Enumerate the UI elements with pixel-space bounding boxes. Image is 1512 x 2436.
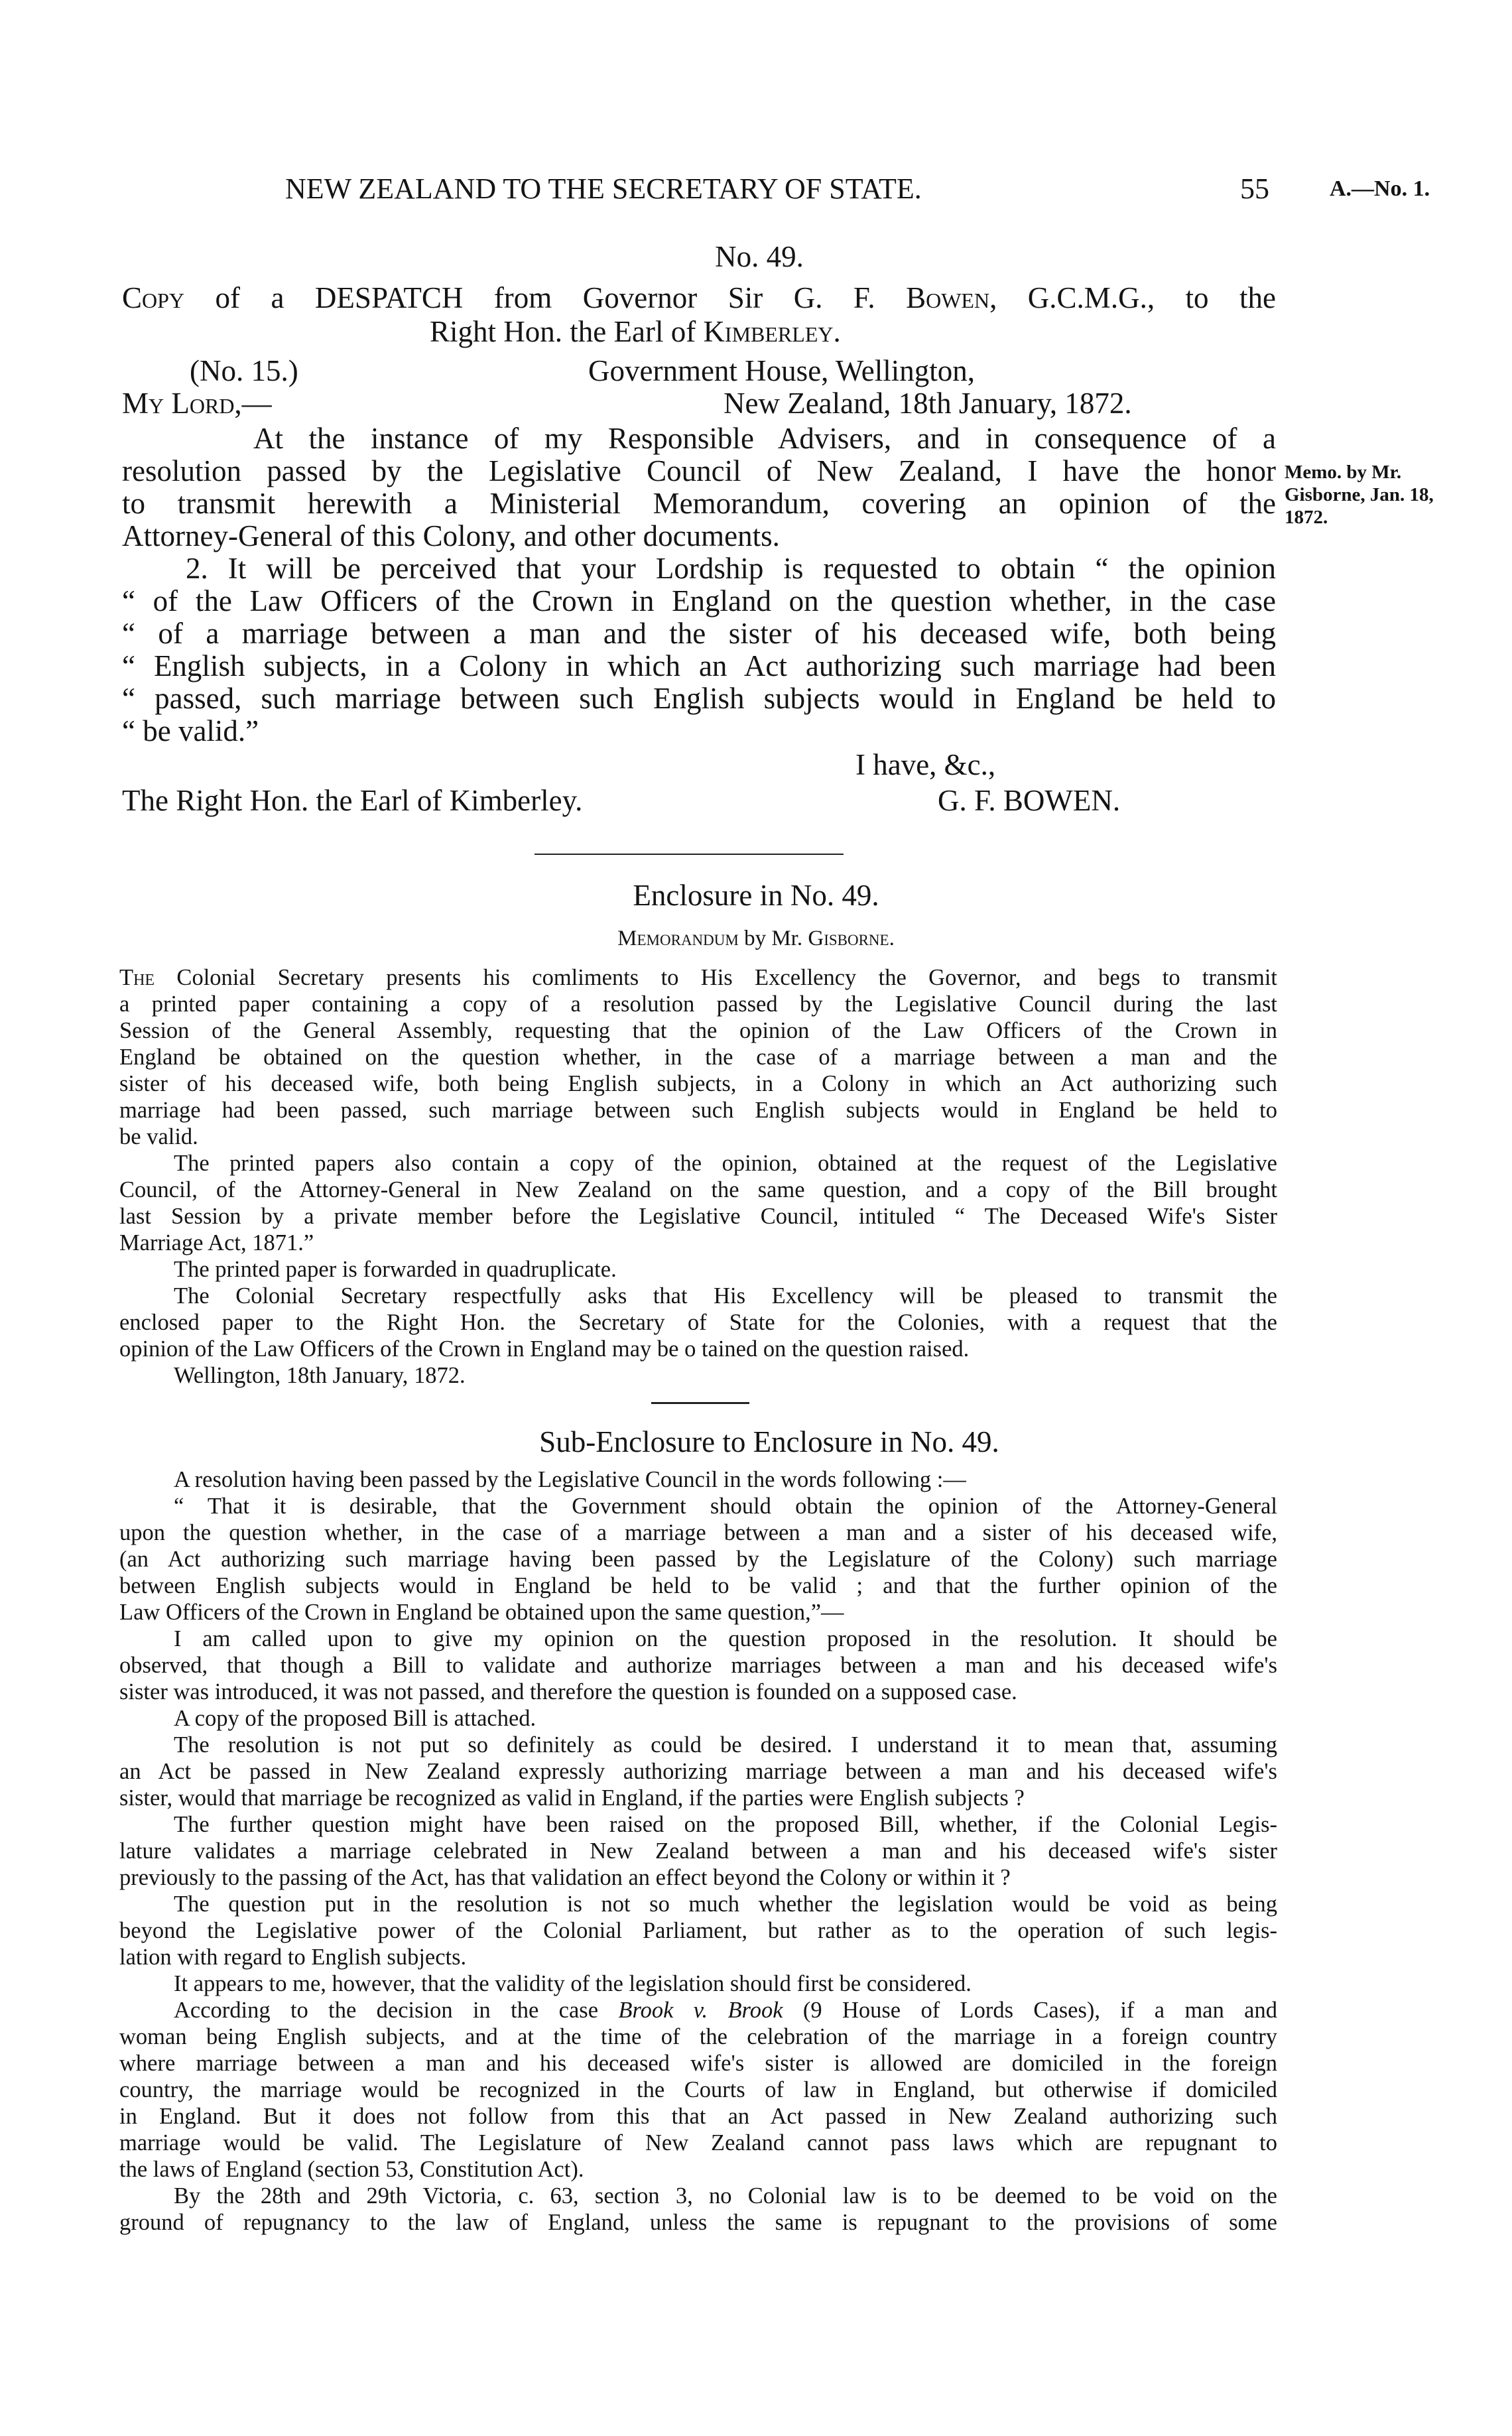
- memo-lead-word: The: [119, 965, 155, 990]
- text-line: opinion of the Law Officers of the Crown in England may be o tained on the question raised.: [119, 1336, 970, 1362]
- document-reference: A.—No. 1.: [1330, 176, 1430, 201]
- text-line: The resolution is not put so definitely as could be desired. I understand it to mean that, assuming: [174, 1732, 1277, 1758]
- despatch-title-line2: [430, 315, 841, 348]
- memo-paragraphs: [119, 1150, 1277, 1389]
- final-paragraph: [119, 2183, 1277, 2236]
- despatch-title-line1: [122, 281, 1276, 314]
- brook-before: According to the decision in the case: [174, 1998, 619, 2023]
- brook-first-line: [119, 1997, 1277, 2023]
- despatch-ref-number: (No. 15.): [190, 354, 298, 387]
- title-kimberley: Kimberley: [703, 315, 834, 348]
- paragraph: [122, 552, 1276, 747]
- text-line: Wellington, 18th January, 1872.: [174, 1363, 466, 1388]
- enclosure-title-row: [0, 879, 1512, 912]
- text-line: observed, that though a Bill to validate and authorize marriages between a man and his deceased wife's: [119, 1653, 1277, 1678]
- text-line: The question put in the resolution is not so much whether the legislation would be void as being: [174, 1891, 1277, 1917]
- address-line1: Government House, Wellington,: [588, 354, 975, 387]
- paragraph: [119, 1626, 1277, 1705]
- text-line: last Session by a private member before the Legislative Council, intituled “ The Deceased Wife's Sister: [119, 1204, 1277, 1229]
- paragraph: [119, 1970, 1277, 1997]
- text-line: Council, of the Attorney-General in New Zealand on the same question, and a copy of the Bill brought: [119, 1177, 1277, 1202]
- paragraph: [119, 1150, 1277, 1256]
- title-end: , G.C.M.G., to the: [989, 281, 1277, 314]
- text-line: “ English subjects, in a Colony in which an Act authorizing such marriage had been: [122, 649, 1276, 682]
- text-line: where marriage between a man and his deceased wife's sister is allowed are domiciled in the foreign: [119, 2051, 1277, 2076]
- salutation-dash: ,—: [234, 387, 272, 420]
- margin-note-line: 1872.: [1285, 507, 1328, 528]
- text-line: A copy of the proposed Bill is attached.: [174, 1706, 536, 1731]
- memo-first-rest: Colonial Secretary presents his comliments to His Excellency the Governor, and begs to transmit: [155, 965, 1277, 990]
- text-line: Session of the General Assembly, requesting that the opinion of the Law Officers of the Crown in: [119, 1018, 1277, 1043]
- text-line: be valid.: [119, 1124, 198, 1149]
- text-line: “ of the Law Officers of the Crown in England on the question whether, in the case: [122, 584, 1276, 617]
- text-line: sister of his deceased wife, both being English subjects, in a Colony in which an Act authorizing such: [119, 1071, 1277, 1096]
- text-line: between English subjects would in England be held to be valid ; and that the further opinion of the: [119, 1573, 1277, 1598]
- text-line: beyond the Legislative power of the Colonial Parliament, but rather as to the operation of such legis-: [119, 1918, 1277, 1943]
- brook-paragraph-rest: [119, 2023, 1277, 2183]
- margin-note-line: Memo. by Mr.: [1285, 462, 1402, 483]
- text-line: to transmit herewith a Ministerial Memorandum, covering an opinion of the: [122, 487, 1276, 520]
- text-line: sister, would that marriage be recognized as valid in England, if the parties were English subjects ?: [119, 1785, 1025, 1811]
- brook-after: (9 House of Lords Cases), if a man and: [783, 1998, 1277, 2023]
- paragraph: [119, 1891, 1277, 1970]
- text-line: woman being English subjects, and at the time of the celebration of the marriage in a foreign country: [119, 2024, 1277, 2049]
- salutation-text: My Lord: [122, 387, 235, 420]
- text-line: The printed paper is forwarded in quadruplicate.: [174, 1257, 617, 1282]
- text-line: It appears to me, however, that the validity of the legislation should first be considered.: [174, 1971, 972, 1996]
- divider-rule: [535, 854, 844, 855]
- text-line: I am called upon to give my opinion on the question proposed in the resolution. It should be: [174, 1626, 1277, 1651]
- memo-word: Memorandum: [617, 927, 739, 950]
- text-line: in England. But it does not follow from this that an Act passed in New Zealand authorizing such: [119, 2104, 1277, 2129]
- text-line: lature validates a marriage celebrated in New Zealand between a man and his deceased wife's sister: [119, 1838, 1277, 1864]
- text-line: marriage would be valid. The Legislature of New Zealand cannot pass laws which are repugnant to: [119, 2130, 1277, 2155]
- memo-end: .: [889, 927, 895, 950]
- paragraph: [119, 1256, 1277, 1283]
- text-line: a printed paper containing a copy of a resolution passed by the Legislative Council during the last: [119, 992, 1277, 1017]
- text-line: “ be valid.”: [122, 714, 259, 747]
- salutation: [122, 387, 272, 420]
- text-line: By the 28th and 29th Victoria, c. 63, section 3, no Colonial law is to be deemed to be void on the: [174, 2183, 1277, 2209]
- closing: I have, &c.,: [855, 748, 996, 781]
- sub-paragraphs: [119, 1466, 1277, 1997]
- memo-author: Gisborne: [808, 927, 889, 950]
- address-line2: New Zealand, 18th January, 1872.: [724, 387, 1132, 420]
- paragraph: [119, 1283, 1277, 1362]
- enclosure-title: Enclosure in No. 49.: [633, 879, 879, 912]
- memo-heading: [0, 926, 1512, 951]
- title-line2-end: .: [833, 315, 841, 348]
- sub-enclosure-title: Sub-Enclosure to Enclosure in No. 49.: [539, 1425, 999, 1458]
- despatch-body: [122, 422, 1276, 747]
- text-line: (an Act authorizing such marriage having been passed by the Legislature of the Colony) such marriage: [119, 1547, 1277, 1572]
- memo-by: by Mr.: [738, 927, 808, 950]
- text-line: At the instance of my Responsible Advisers, and in consequence of a: [253, 422, 1276, 455]
- memo-first-line: [119, 964, 1277, 991]
- paragraph: [119, 1705, 1277, 1732]
- text-line: A resolution having been passed by the Legislative Council in the words following :—: [174, 1467, 966, 1492]
- title-copy: Copy: [122, 281, 185, 314]
- text-line: marriage had been passed, such marriage between such English subjects would in England be held to: [119, 1098, 1277, 1123]
- margin-note: [1285, 461, 1434, 529]
- signature: G. F. BOWEN.: [938, 784, 1121, 817]
- text-line: an Act be passed in New Zealand expressly authorizing marriage between a man and his deceased wife's: [119, 1759, 1277, 1784]
- text-line: the laws of England (section 53, Constitution Act).: [119, 2157, 584, 2182]
- title-line2-start: Right Hon. the Earl of: [430, 315, 704, 348]
- despatch-number: No. 49.: [715, 240, 804, 273]
- paragraph: [119, 1466, 1277, 1493]
- paragraph: [119, 1362, 1277, 1389]
- text-line: upon the question whether, in the case of a marriage between a man and a sister of his deceased wife,: [119, 1520, 1277, 1545]
- case-citation: Brook v. Brook: [618, 1998, 783, 2023]
- text-line: enclosed paper to the Right Hon. the Secretary of State for the Colonies, with a request that the: [119, 1310, 1277, 1335]
- text-line: The further question might have been raised on the proposed Bill, whether, if the Colonial Legis-: [174, 1812, 1277, 1837]
- text-line: Attorney-General of this Colony, and other documents.: [122, 519, 780, 552]
- text-line: Law Officers of the Crown in England be obtained upon the same question,”—: [119, 1600, 844, 1625]
- paragraph: [119, 1732, 1277, 1811]
- text-line: previously to the passing of the Act, has that validation an effect beyond the Colony or within it ?: [119, 1865, 1011, 1890]
- sub-enclosure-body: [119, 1466, 1277, 2236]
- memo-heading-row: [0, 926, 1512, 951]
- paragraph: [119, 1811, 1277, 1891]
- divider-rule-2: [651, 1402, 749, 1404]
- addressee: The Right Hon. the Earl of Kimberley.: [122, 784, 583, 817]
- despatch-number-row: [0, 240, 1512, 273]
- running-header-title: NEW ZEALAND TO THE SECRETARY OF STATE.: [285, 172, 922, 205]
- margin-note-line: Gisborne, Jan. 18,: [1285, 484, 1434, 505]
- memo-paragraph-1-rest: [119, 991, 1277, 1150]
- text-line: country, the marriage would be recognized in the Courts of law in England, but otherwise if domiciled: [119, 2077, 1277, 2102]
- title-mid: of a DESPATCH from Governor Sir G. F.: [184, 281, 907, 314]
- memo-body: [119, 964, 1277, 1389]
- page-number: 55: [1240, 172, 1269, 205]
- text-line: sister was introduced, it was not passed, and therefore the question is founded on a supposed case.: [119, 1679, 1017, 1704]
- title-bowen: Bowen: [906, 281, 990, 314]
- text-line: “ passed, such marriage between such English subjects would in England be held to: [122, 682, 1276, 715]
- text-line: The Colonial Secretary respectfully asks that His Excellency will be pleased to transmit the: [174, 1283, 1277, 1309]
- text-line: resolution passed by the Legislative Council of New Zealand, I have the honor: [122, 454, 1276, 487]
- text-line: “ of a marriage between a man and the sister of his deceased wife, both being: [122, 617, 1276, 650]
- text-line: England be obtained on the question whether, in the case of a marriage between a man and the: [119, 1045, 1277, 1070]
- paragraph: [119, 1493, 1277, 1626]
- text-line: “ That it is desirable, that the Government should obtain the opinion of the Attorney-General: [174, 1494, 1277, 1519]
- text-line: ground of repugnancy to the law of England, unless the same is repugnant to the provisions of some: [119, 2210, 1277, 2235]
- text-line: 2. It will be perceived that your Lordship is requested to obtain “ the opinion: [186, 552, 1276, 585]
- text-line: Marriage Act, 1871.”: [119, 1230, 314, 1255]
- sub-enclosure-title-row: [0, 1425, 1512, 1458]
- text-line: lation with regard to English subjects.: [119, 1945, 467, 1970]
- paragraph: [122, 422, 1276, 552]
- text-line: The printed papers also contain a copy of the opinion, obtained at the request of the Legislative: [174, 1151, 1277, 1176]
